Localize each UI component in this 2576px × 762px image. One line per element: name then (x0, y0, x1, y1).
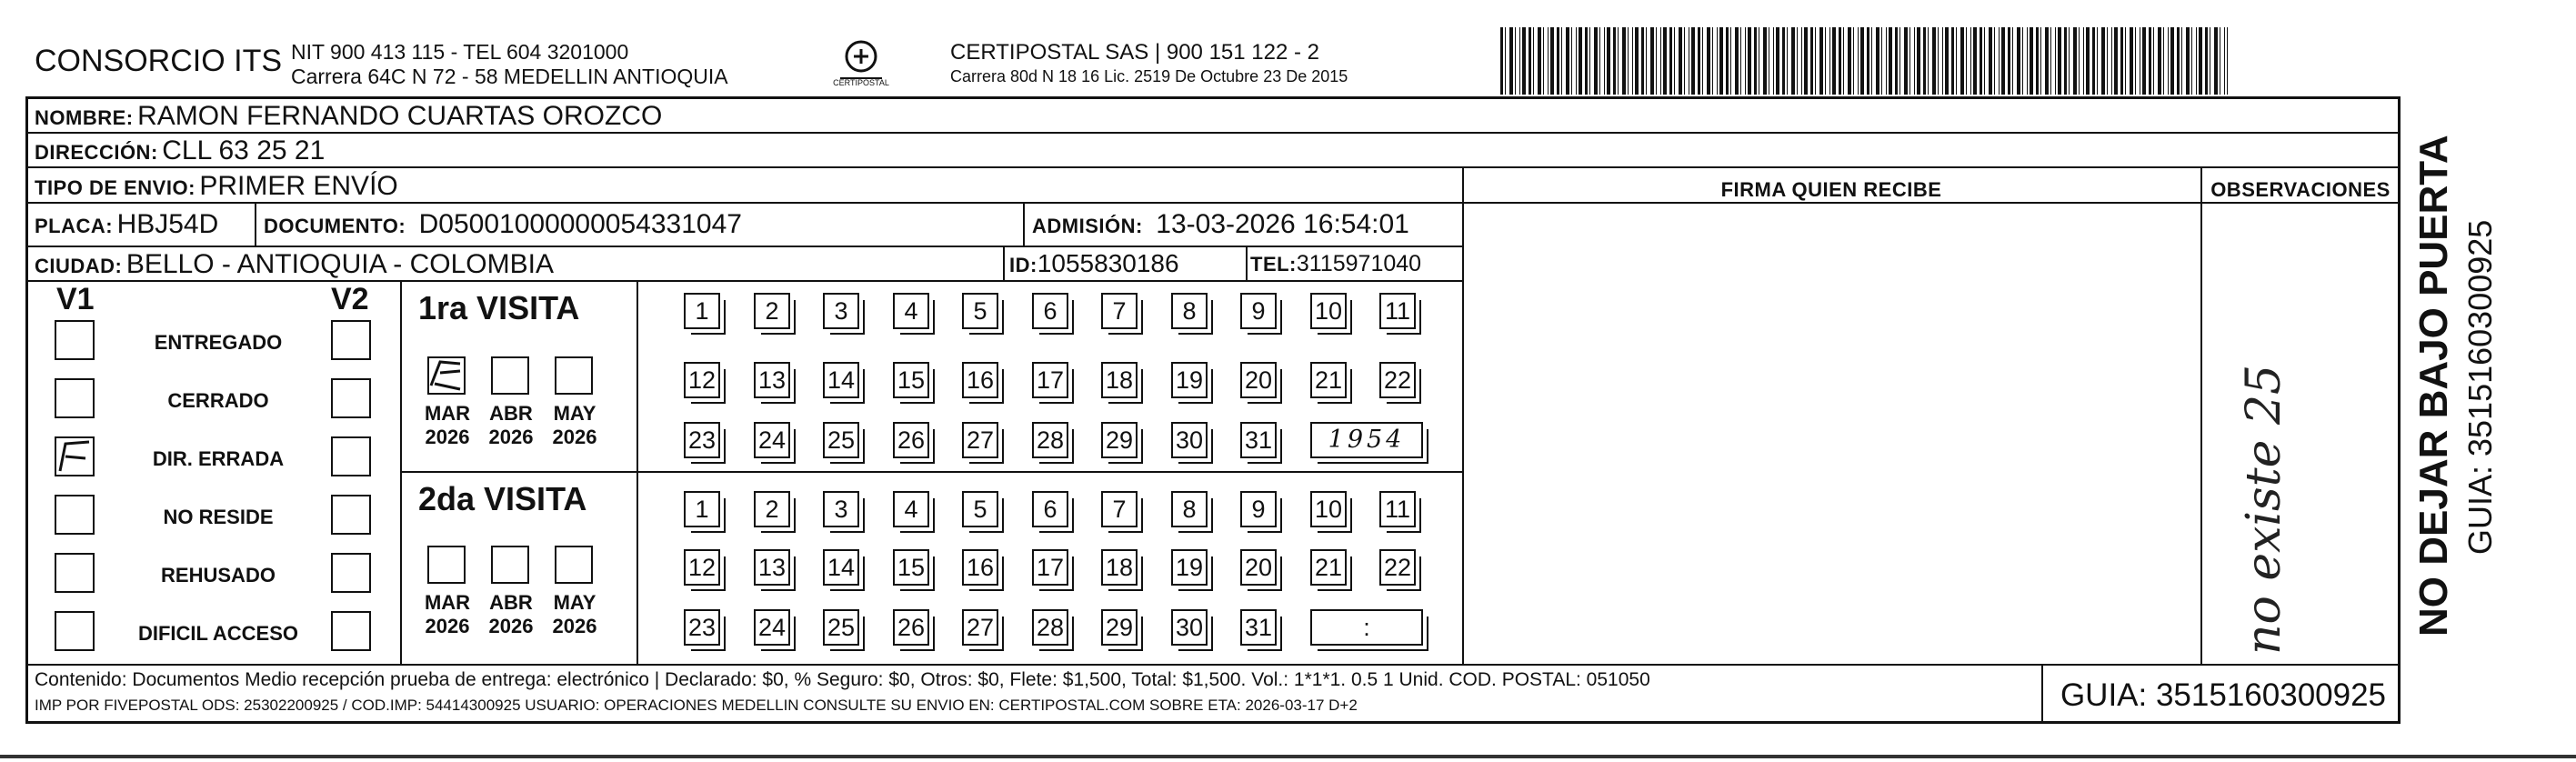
ciudad-cell (35, 249, 554, 280)
day-box[interactable]: 21 (1310, 549, 1347, 586)
first-visit-title: 1ra VISITA (418, 289, 580, 326)
v2-checkbox[interactable] (331, 378, 371, 418)
year-label: 2026 (488, 426, 534, 448)
direccion-row (35, 135, 325, 166)
tipo-row (35, 171, 398, 202)
day-box[interactable]: 27 (962, 609, 998, 646)
second-visit-title: 2da VISITA (418, 480, 587, 517)
admision-value: 13-03-2026 16:54:01 (1156, 209, 1409, 239)
v1-checkbox[interactable] (55, 320, 95, 360)
day-box[interactable]: 20 (1240, 549, 1277, 586)
certipostal-logo (829, 27, 893, 91)
day-box[interactable]: 1 (684, 293, 720, 329)
status-label: DIR. ERRADA (152, 447, 285, 470)
id-label: ID: (1009, 254, 1037, 276)
carrier-line: CERTIPOSTAL SAS | 900 151 122 - 2 (950, 40, 1319, 65)
tel-label: TEL: (1250, 253, 1297, 276)
documento-cell (264, 209, 742, 240)
nombre-label: NOMBRE: (35, 106, 134, 129)
day-box[interactable]: 15 (893, 549, 929, 586)
footer-guia: GUIA: 3515160300925 (2060, 677, 2387, 713)
footer-line-2: IMP POR FIVEPOSTAL ODS: 25302200925 / COD.IMP: 54414300925 USUARIO: OPERACIONES MEDELLIN CONSULTE SU ENVIO EN: CERTIPOSTAL.COM SOBRE ETA: 2026-03-17 D+2 (35, 697, 1358, 714)
month-checkbox[interactable] (491, 546, 529, 584)
day-box[interactable]: 23 (684, 609, 720, 646)
day-box[interactable]: 12 (684, 362, 720, 398)
v2-checkbox[interactable] (331, 436, 371, 476)
year-label: 2026 (425, 426, 470, 448)
day-box[interactable]: 11 (1379, 293, 1416, 329)
side-guia: GUIA: 3515160300925 (2461, 219, 2499, 555)
admision-label: ADMISIÓN: (1032, 215, 1143, 237)
month-label: MAR (424, 591, 471, 614)
day-box[interactable]: 6 (1032, 293, 1068, 329)
company-name: CONSORCIO ITS (35, 44, 283, 78)
tel-cell (1250, 251, 1421, 277)
day-box[interactable]: 13 (754, 362, 790, 398)
day-box[interactable]: 3 (823, 491, 859, 527)
day-box[interactable]: 31 (1240, 422, 1277, 458)
day-box[interactable]: 15 (893, 362, 929, 398)
direccion-value: CLL 63 25 21 (162, 135, 326, 165)
v2-checkbox[interactable] (331, 611, 371, 651)
v1-checkbox[interactable] (55, 436, 95, 476)
day-box[interactable]: 18 (1101, 362, 1138, 398)
documento-label: DOCUMENTO: (264, 215, 406, 237)
day-box[interactable]: 8 (1171, 491, 1208, 527)
placa-cell (35, 209, 218, 240)
month-label: MAY (553, 591, 596, 614)
day-box[interactable]: 29 (1101, 422, 1138, 458)
day-box[interactable]: 21 (1310, 362, 1347, 398)
v2-checkbox[interactable] (331, 320, 371, 360)
id-value: 1055830186 (1037, 249, 1179, 277)
month-checkbox[interactable] (427, 546, 466, 584)
day-box[interactable]: 28 (1032, 609, 1068, 646)
v1-label: V1 (56, 282, 95, 316)
status-label: CERRADO (167, 389, 269, 412)
day-box[interactable]: 30 (1171, 422, 1208, 458)
address-line: Carrera 64C N 72 - 58 MEDELLIN ANTIOQUIA (291, 65, 728, 88)
ciudad-label: CIUDAD: (35, 255, 123, 277)
day-box[interactable]: 11 (1379, 491, 1416, 527)
nit-line: NIT 900 413 115 - TEL 604 3201000 (291, 40, 629, 64)
day-box[interactable]: 3 (823, 293, 859, 329)
day-box[interactable]: 7 (1101, 491, 1138, 527)
year-label: 2026 (425, 615, 470, 637)
day-box[interactable]: 14 (823, 362, 859, 398)
tipo-label: TIPO DE ENVIO: (35, 176, 195, 199)
logo-caption: CERTIPOSTAL (833, 78, 889, 87)
carrier-address: Carrera 80d N 18 16 Lic. 2519 De Octubre 23 De 2015 (950, 67, 1348, 85)
id-cell (1009, 249, 1179, 278)
day-box[interactable]: 13 (754, 549, 790, 586)
day-box[interactable]: 1 (684, 491, 720, 527)
day-box[interactable]: 2 (754, 491, 790, 527)
day-box[interactable]: 18 (1101, 549, 1138, 586)
time-box[interactable]: 1954 (1310, 422, 1423, 458)
month-label: ABR (489, 402, 533, 425)
nombre-value: RAMON FERNANDO CUARTAS OROZCO (137, 101, 663, 131)
v1-checkbox[interactable] (55, 611, 95, 651)
footer-line-1: Contenido: Documentos Medio recepción prueba de entrega: electrónico | Declarado: $0, % Seguro: $0, Otros: $0, Flete: $1,500, Total: $1,500. Vol.: 1*1*1. 0.5 1 Unid. COD. POSTAL: 051050 (35, 669, 1650, 690)
ciudad-value: BELLO - ANTIOQUIA - COLOMBIA (125, 249, 554, 279)
v1-checkbox[interactable] (55, 378, 95, 418)
year-label: 2026 (552, 615, 597, 637)
barcode (1500, 27, 2228, 95)
firma-label: FIRMA QUIEN RECIBE (1720, 178, 1942, 201)
v1-checkbox[interactable] (55, 553, 95, 593)
day-box[interactable]: 19 (1171, 549, 1208, 586)
day-box[interactable]: 20 (1240, 362, 1277, 398)
month-label: ABR (489, 591, 533, 614)
documento-value: D05001000000054331047 (418, 209, 742, 239)
day-box[interactable]: 25 (823, 609, 859, 646)
status-label: REHUSADO (161, 564, 276, 587)
day-box[interactable]: 10 (1310, 293, 1347, 329)
nombre-row (35, 101, 662, 132)
day-box[interactable]: 4 (893, 293, 929, 329)
direccion-label: DIRECCIÓN: (35, 141, 158, 164)
day-box[interactable]: 14 (823, 549, 859, 586)
tel-value: 3115971040 (1296, 251, 1422, 276)
day-box[interactable]: 2 (754, 293, 790, 329)
day-box[interactable]: 19 (1171, 362, 1208, 398)
month-checkbox[interactable] (555, 546, 593, 584)
v2-checkbox[interactable] (331, 495, 371, 535)
month-checkbox[interactable] (491, 356, 529, 395)
placa-value: HBJ54D (116, 209, 219, 239)
day-box[interactable]: 26 (893, 609, 929, 646)
day-box[interactable]: 9 (1240, 491, 1277, 527)
day-box[interactable]: 22 (1379, 549, 1416, 586)
day-box[interactable]: 26 (893, 422, 929, 458)
observaciones-label: OBSERVACIONES (2210, 178, 2391, 201)
day-box[interactable]: 23 (684, 422, 720, 458)
day-box[interactable]: 29 (1101, 609, 1138, 646)
v2-checkbox[interactable] (331, 553, 371, 593)
day-box[interactable]: 24 (754, 609, 790, 646)
status-label: DIFICIL ACCESO (137, 622, 298, 645)
month-label: MAR (424, 402, 471, 425)
year-label: 2026 (552, 426, 597, 448)
placa-label: PLACA: (35, 215, 114, 237)
day-box[interactable]: 6 (1032, 491, 1068, 527)
day-box[interactable]: 7 (1101, 293, 1138, 329)
month-label: MAY (553, 402, 596, 425)
day-box[interactable]: 5 (962, 293, 998, 329)
month-checkbox[interactable] (555, 356, 593, 395)
side-warning: NO DEJAR BAJO PUERTA (2411, 135, 2456, 637)
observaciones-handwriting[interactable]: no existe 25 (2237, 364, 2291, 655)
day-box[interactable]: 4 (893, 491, 929, 527)
day-box[interactable]: 22 (1379, 362, 1416, 398)
day-box[interactable]: 16 (962, 362, 998, 398)
year-label: 2026 (488, 615, 534, 637)
day-box[interactable]: 17 (1032, 549, 1068, 586)
day-box[interactable]: 5 (962, 491, 998, 527)
month-checkbox[interactable] (427, 356, 466, 395)
day-box[interactable]: 27 (962, 422, 998, 458)
day-box[interactable]: 17 (1032, 362, 1068, 398)
day-box[interactable]: 9 (1240, 293, 1277, 329)
day-box[interactable]: 31 (1240, 609, 1277, 646)
v2-label: V2 (331, 282, 369, 316)
day-box[interactable]: 12 (684, 549, 720, 586)
day-box[interactable]: 28 (1032, 422, 1068, 458)
time-box[interactable]: : (1310, 609, 1423, 646)
day-box[interactable]: 16 (962, 549, 998, 586)
v1-checkbox[interactable] (55, 495, 95, 535)
day-box[interactable]: 25 (823, 422, 859, 458)
status-label: ENTREGADO (154, 331, 283, 354)
status-label: NO RESIDE (163, 506, 274, 528)
day-box[interactable]: 24 (754, 422, 790, 458)
day-box[interactable]: 8 (1171, 293, 1208, 329)
tipo-value: PRIMER ENVÍO (199, 171, 398, 201)
day-box[interactable]: 10 (1310, 491, 1347, 527)
day-box[interactable]: 30 (1171, 609, 1208, 646)
admision-cell (1032, 209, 1409, 240)
